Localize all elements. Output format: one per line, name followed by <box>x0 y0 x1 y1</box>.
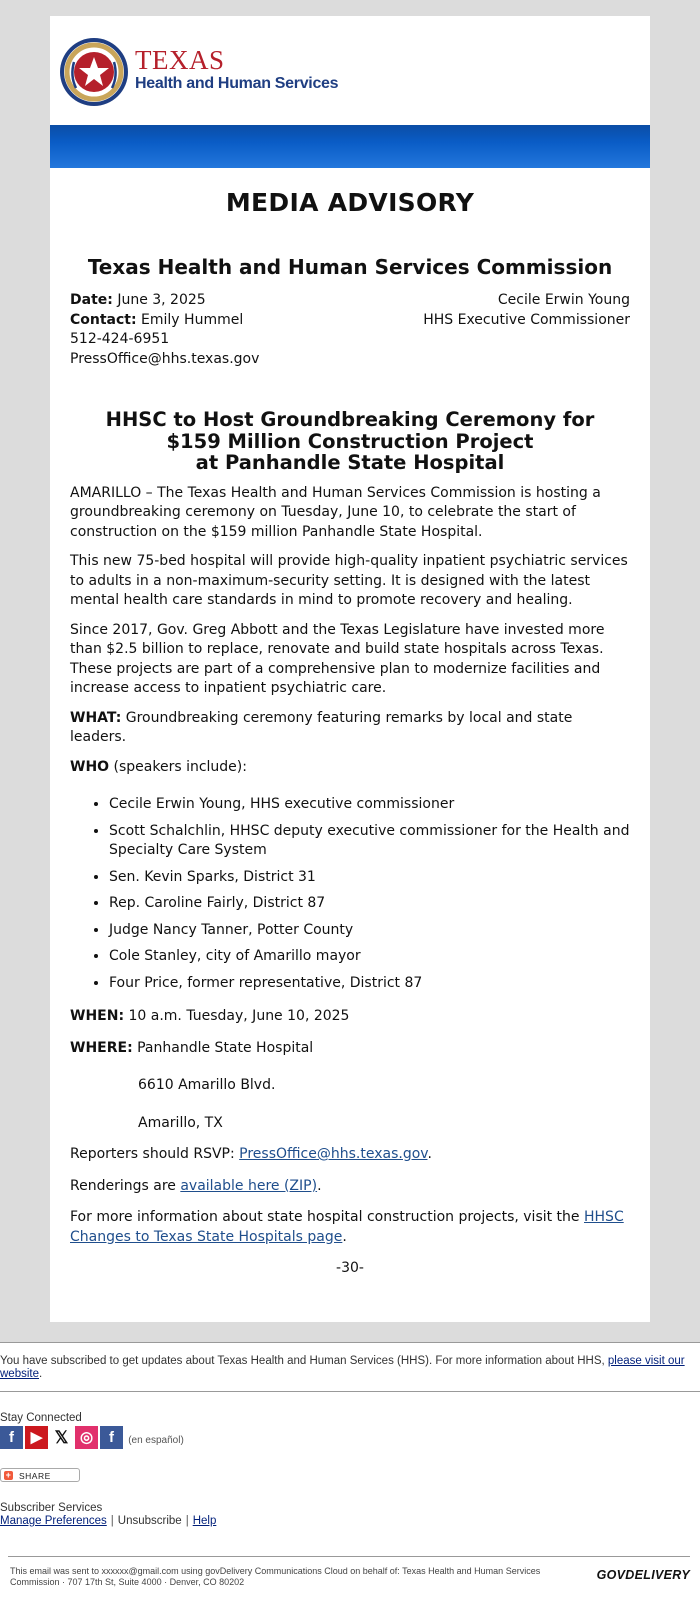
contact-line: Contact: Emily Hummel <box>70 311 244 328</box>
logo-hhs-text: Health and Human Services <box>135 75 339 92</box>
texas-seal-icon <box>58 36 130 108</box>
subscriber-services: Subscriber Services Manage Preferences | Unsubscribe | Help <box>0 1502 700 1528</box>
speaker-list <box>70 795 630 993</box>
contact-email: PressOffice@hhs.texas.gov <box>70 350 260 367</box>
list-item: • Four Price, former representative, District 87 <box>109 974 630 994</box>
more-info-line: For more information about state hospital construction projects, visit the HHSC Changes to Texas State Hospitals page. <box>70 1209 624 1245</box>
logo-texas-text: TEXAS <box>135 45 225 75</box>
renderings-link[interactable]: available here (ZIP) <box>180 1177 318 1194</box>
state-hospitals-page-link[interactable]: HHSC Changes to Texas State Hospitals page <box>70 1209 624 1245</box>
unsubscribe-link[interactable]: Unsubscribe <box>117 1515 182 1527</box>
paragraph-intro: AMARILLO – The Texas Health and Human Services Commission is hosting a groundbreaking ceremony on Tuesday, June 10, to celebrate the start of construction on the $159 million Panhandle State Hospital. <box>70 484 601 540</box>
sent-to-text: This email was sent to xxxxxx@gmail.com using govDelivery Communications Cloud on behalf of: Texas Health and Human Services Commission · 707 17th St, Suite 4000 · Denver, CO 80202 <box>10 1566 541 1587</box>
who-line: WHO (speakers include): <box>70 758 247 775</box>
advisory-body <box>70 484 630 1279</box>
facebook-icon[interactable]: f <box>0 1426 23 1449</box>
list-item: • Cole Stanley, city of Amarillo mayor <box>109 947 630 967</box>
share-button[interactable]: + SHARE <box>0 1468 80 1482</box>
list-item: • Rep. Caroline Fairly, District 87 <box>109 894 630 914</box>
advisory-meta <box>70 291 630 371</box>
paragraph-hospital: This new 75-bed hospital will provide high-quality inpatient psychiatric services to adults in a non-maximum-security setting. It is designed with the latest mental health care standards in mind to promote recovery and healing. <box>70 553 628 608</box>
advisory-card <box>50 16 650 1322</box>
paragraph-investment: Since 2017, Gov. Greg Abbott and the Texas Legislature have invested more than $2.5 billion to replace, renovate and build state hospitals across Texas. These projects are part of a comprehensive plan to modernize facilities and increase access to inpatient psychiatric care. <box>70 621 605 696</box>
where-line: WHERE: Panhandle State Hospital <box>70 1039 314 1056</box>
rsvp-email-link[interactable]: PressOffice@hhs.texas.gov <box>239 1146 428 1162</box>
visit-website-link[interactable]: please visit our website <box>0 1355 685 1380</box>
x-icon[interactable]: 𝕏 <box>50 1426 73 1449</box>
instagram-icon[interactable]: ◎ <box>75 1426 98 1449</box>
what-line: WHAT: Groundbreaking ceremony featuring remarks by local and state leaders. <box>70 709 573 745</box>
list-item: • Judge Nancy Tanner, Potter County <box>109 921 630 941</box>
subscription-notice: You have subscribed to get updates about Texas Health and Human Services (HHS). For more information about HHS, please visit our website. <box>0 1355 685 1380</box>
agency-name: Texas Health and Human Services Commission <box>87 255 613 279</box>
espanol-label: (en español) <box>128 1435 184 1446</box>
sender-info <box>0 1556 690 1596</box>
social-links <box>0 1426 700 1450</box>
list-item: • Cecile Erwin Young, HHS executive commissioner <box>109 795 630 815</box>
youtube-icon[interactable]: ▶ <box>25 1426 48 1449</box>
manage-preferences-link[interactable]: Manage Preferences <box>0 1515 107 1527</box>
hhs-logo <box>50 16 650 125</box>
list-item: • Scott Schalchlin, HHSC deputy executive commissioner for the Health and Specialty Care System <box>109 822 630 861</box>
commissioner-name: Cecile Erwin Young <box>497 292 630 308</box>
media-advisory-title: MEDIA ADVISORY <box>225 188 475 217</box>
blue-banner <box>50 125 650 168</box>
when-line: WHEN: 10 a.m. Tuesday, June 10, 2025 <box>70 1008 350 1024</box>
rsvp-line: Reporters should RSVP: PressOffice@hhs.texas.gov. <box>70 1146 432 1162</box>
where-street: 6610 Amarillo Blvd. <box>138 1077 276 1093</box>
contact-phone: 512-424-6951 <box>70 331 170 347</box>
help-link[interactable]: Help <box>192 1515 217 1527</box>
date-line: Date: June 3, 2025 <box>70 292 206 308</box>
commissioner-title: HHS Executive Commissioner <box>423 311 630 328</box>
end-mark: -30- <box>336 1260 364 1276</box>
facebook-espanol-icon[interactable]: f <box>100 1426 123 1449</box>
where-city: Amarillo, TX <box>138 1114 223 1131</box>
list-item: • Sen. Kevin Sparks, District 31 <box>109 868 630 888</box>
govdelivery-logo: GOVDELIVERY <box>596 1568 690 1582</box>
email-footer <box>0 1342 700 1596</box>
stay-connected-label: Stay Connected <box>0 1412 82 1424</box>
footer-divider <box>8 1556 690 1557</box>
plus-icon: + <box>5 1470 12 1480</box>
renderings-line: Renderings are available here (ZIP). <box>70 1177 322 1194</box>
headline: HHSC to Host Groundbreaking Ceremony for $159 Million Construction Project at Panhandle State Hospital <box>105 408 595 474</box>
subscriber-services-label: Subscriber Services <box>0 1502 103 1514</box>
